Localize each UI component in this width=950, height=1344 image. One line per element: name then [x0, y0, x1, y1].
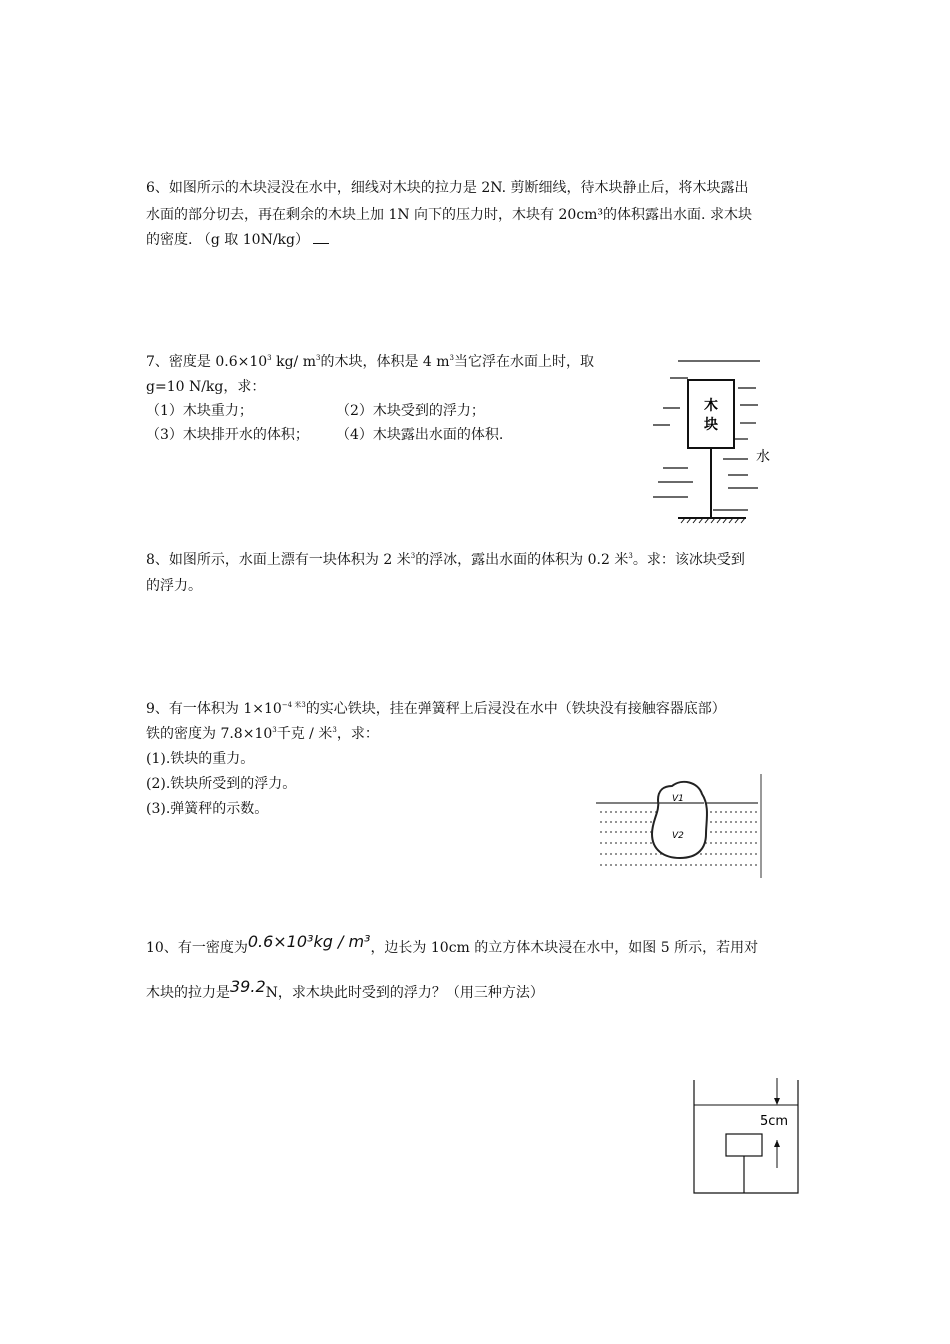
q10-force-value: 39.2	[230, 977, 266, 996]
q9-line2	[146, 724, 379, 744]
q9-figure	[594, 772, 766, 882]
q9-item1: (1).铁块的重力。	[146, 751, 255, 767]
q7-figure	[648, 355, 768, 525]
q9-line1	[146, 699, 726, 719]
q7-line1	[146, 352, 594, 372]
q10-fig-5cm-label: 5cm	[760, 1114, 789, 1129]
q8-exp: 3	[410, 552, 416, 560]
q7-fig-water-label: 水	[756, 449, 770, 465]
q9-line2-a: 铁的密度为 7.8×10	[146, 726, 273, 742]
q10-line1-b: ，边长为 10cm 的立方体木块浸在水中，如图 5 所示，若用对	[370, 940, 759, 956]
q9-exp3: 3	[332, 726, 337, 734]
q7-line1-c: 的木块，体积是 4 m	[320, 354, 450, 370]
q7-fig-block-label-2: 块	[704, 417, 718, 433]
answer-blank	[313, 231, 329, 244]
q9-item2: (2).铁块所受到的浮力。	[146, 776, 297, 792]
q6-line2: 水面的部分切去，再在剩余的木块上加 1N 向下的压力时，木块有 20cm³的体积露出水面. 求木块	[146, 207, 752, 223]
q10-density-formula: 0.6×10³kg / m³	[247, 932, 371, 951]
q8-line1	[146, 550, 745, 570]
q10-figure	[690, 1078, 802, 1196]
q9-exp: −4 米3	[281, 701, 306, 709]
q7-item2: （2）木块受到的浮力；	[336, 403, 485, 419]
q8-line1-b: 的浮冰，露出水面的体积为 0.2 米	[415, 552, 629, 568]
q7-item4: （4）木块露出水面的体积.	[336, 427, 504, 443]
q10-line1	[146, 932, 758, 958]
q7-line1-a: 7、密度是 0.6×10	[146, 354, 268, 370]
q9-line1-b: 的实心铁块，挂在弹簧秤上后浸没在水中（铁块没有接触容器底部）	[305, 701, 726, 717]
q8-line1-c: 。求：该冰块受到	[632, 552, 745, 568]
q10-line2	[146, 977, 544, 1003]
q9-fig-v2: V2	[672, 831, 684, 841]
q7-exp: 3	[267, 354, 272, 362]
q10-line2-a: 木块的拉力是	[146, 985, 230, 1001]
q7-line1-d: 当它浮在水面上时，取	[454, 354, 595, 370]
q7-item1: （1）木块重力；	[146, 403, 253, 419]
q9-exp2: 3	[272, 726, 277, 734]
q9-line2-c: ，求：	[336, 726, 379, 742]
q8-line1-a: 8、如图所示，水面上漂有一块体积为 2 米	[146, 552, 411, 568]
q6-line3	[146, 230, 329, 250]
q7-exp2: 3	[315, 354, 321, 362]
q7-exp3: 3	[449, 354, 455, 362]
q6-line1: 6、如图所示的木块浸没在水中，细线对木块的拉力是 2N. 剪断细线，待木块静止后，将木块露出	[146, 180, 749, 196]
q7-line1-b: kg/ m	[271, 354, 316, 370]
q8-exp2: 3	[628, 552, 633, 560]
q9-fig-v1: V1	[672, 794, 684, 804]
q10-line1-a: 10、有一密度为	[146, 940, 248, 956]
q10-line2-b: N，求木块此时受到的浮力？（用三种方法）	[265, 985, 544, 1001]
q7-item3: （3）木块排开水的体积；	[146, 427, 309, 443]
q9-line2-b: 千克 / 米	[276, 726, 333, 742]
q9-item3: (3).弹簧秤的示数。	[146, 801, 269, 817]
q7-line2: g=10 N/kg，求：	[146, 379, 266, 395]
q8-line2: 的浮力。	[146, 578, 202, 594]
q6-line3-text: 的密度. （g 取 10N/kg）	[146, 232, 309, 248]
q7-fig-block-label-1: 木	[704, 398, 718, 414]
q9-line1-a: 9、有一体积为 1×10	[146, 701, 282, 717]
